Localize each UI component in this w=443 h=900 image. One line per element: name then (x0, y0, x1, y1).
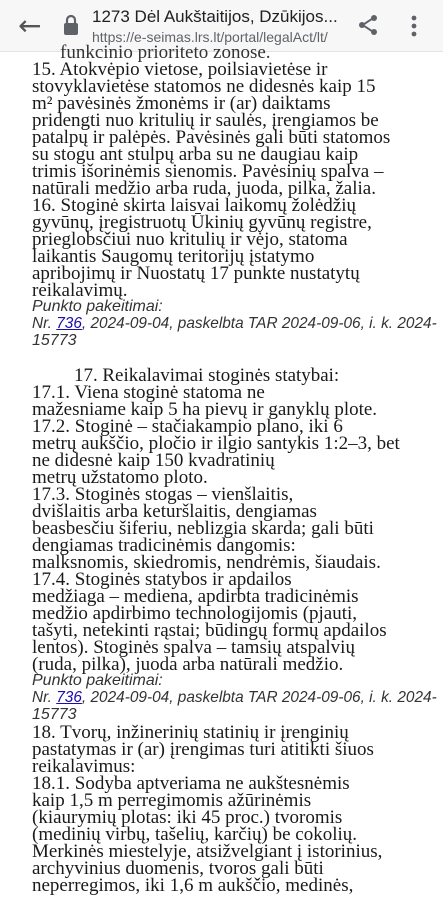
text-line: pastatymas ir (ar) įrengimas turi atitikti šiuos (32, 739, 374, 761)
text-line: dvišlaitis arba keturšlaitis, dengiamas (32, 501, 317, 523)
text-line: metrų užstatomo ploto. (32, 467, 208, 489)
text-line: tašyti, netekinti rąstai; būdingų formų apdailos (32, 620, 387, 642)
text-line: kaip 1,5 m perregimomis ažūrinėmis (32, 790, 312, 812)
text-line: prieglobsčiui nuo kritulių ir vėjo, statoma (32, 229, 348, 251)
text-line: stovyklavietėse statomos ne didesnės kaip 15 (32, 76, 376, 97)
amendment-prefix: Nr. (32, 689, 57, 707)
page-title: 1273 Dėl Aukštaitijos, Dzūkijos... (92, 7, 338, 26)
amendment-label: Punkto pakeitimai: (32, 672, 163, 690)
text-line: 15. Atokvėpio vietose, poilsiavietėse ir (32, 59, 328, 80)
text-line: (ruda, pilka), juoda arba natūrali medžio. (32, 654, 344, 676)
text-line: metrų aukščio, pločio ir ilgio santykis 1:2–3, bet (32, 433, 400, 455)
text-line: malksnomis, skiedromis, nendrėmis, šiaudais. (32, 552, 381, 574)
text-line: dengiamas tradicinėmis dangomis: (32, 535, 296, 557)
lock-icon[interactable] (62, 14, 80, 36)
text-line: medžio apdirbimo technologijomis (pjauti, (32, 603, 358, 625)
text-line: reikalavimus: (32, 756, 136, 778)
text-line: 17.3. Stoginės stogas – vienšlaitis, (32, 484, 294, 506)
back-arrow-icon[interactable]: ← (18, 9, 42, 42)
text-line: reikalavimų. (32, 280, 128, 302)
text-line: ne didesnė kaip 150 kvadratinių (32, 450, 275, 472)
text-line: natūrali medžio arba ruda, juoda, pilka, žalia. (32, 178, 376, 200)
text-line: mažesniame kaip 5 ha pievų ir ganyklų plote. (32, 399, 378, 421)
text-line: 18. Tvorų, inžinerinių statinių ir įrenginių (32, 722, 349, 744)
amendment-link[interactable]: 736 (56, 315, 82, 333)
section-heading: 17. Reikalavimai stoginės statybai: (74, 365, 340, 387)
text-line: 17.2. Stoginė – stačiakampio plano, iki 6 (32, 416, 343, 438)
text-line: trimis išorinėmis sienomis. Pavėsinių spalva – (32, 161, 384, 183)
text-line: patalpų ir palėpės. Pavėsinės gali būti statomos (32, 127, 391, 149)
text-line: su stogu ant stulpų arba su ne daugiau kaip (32, 144, 359, 166)
text-line: funkcinio prioriteto zonose. (60, 42, 271, 63)
text-line: beasbesčiu šiferiu, neblizgia skarda; gali būti (32, 518, 374, 540)
amendment-ref-cont: 15773 (32, 332, 77, 350)
text-line: pridengti nuo kritulių ir saulės, įrengiamos be (32, 110, 379, 132)
more-options-icon[interactable] (404, 12, 424, 40)
text-line: apribojimų ir Nuostatų 17 punkte nustatytų (32, 263, 360, 285)
page-url[interactable]: https://e-seimas.lrs.lt/portal/legalAct/lt/ (92, 29, 328, 45)
text-line: gyvūnų, įregistruotų Ūkinių gyvūnų registre, (32, 212, 372, 234)
text-line: 17.1. Viena stoginė statoma ne (32, 382, 265, 404)
text-line: (medinių virbų, tašelių, karčių) be cokolių. (32, 824, 358, 846)
text-line: lentos). Stoginės spalva – tamsių atspalvių (32, 637, 355, 659)
amendment-prefix: Nr. (32, 315, 57, 333)
text-line: 16. Stoginė skirta laisvai laikomų žolėdžių (32, 195, 356, 217)
text-line: (kiaurymių plotas: iki 45 proc.) tvoromis (32, 807, 343, 829)
amendment-link[interactable]: 736 (56, 689, 82, 707)
text-line: m² pavėsinės žmonėms ir (ar) daiktams (32, 93, 331, 114)
text-line: medžiaga – mediena, apdirbta tradicinėmis (32, 586, 359, 608)
share-icon[interactable] (356, 13, 380, 37)
text-line: 17.4. Stoginės statybos ir apdailos (32, 569, 292, 591)
text-line: 18.1. Sodyba aptveriama ne aukštesnėmis (32, 773, 350, 795)
document-content (0, 42, 443, 900)
amendment-details: , 2024-09-04, paskelbta TAR 2024-09-06, i. k. 2024- (81, 689, 437, 707)
text-line: Merkinės miestelyje, atsižvelgiant į istorinius, (32, 841, 383, 863)
amendment-ref-cont: 15773 (32, 706, 77, 724)
text-line: neperregimos, iki 1,6 m aukščio, medinės, (32, 875, 354, 897)
amendment-label: Punkto pakeitimai: (32, 298, 163, 316)
text-line: laikantis Saugomų teritorijų įstatymo (32, 246, 315, 268)
amendment-details: , 2024-09-04, paskelbta TAR 2024-09-06, i. k. 2024- (81, 315, 437, 333)
text-line: archyvinius duomenis, tvoros gali būti (32, 858, 324, 880)
